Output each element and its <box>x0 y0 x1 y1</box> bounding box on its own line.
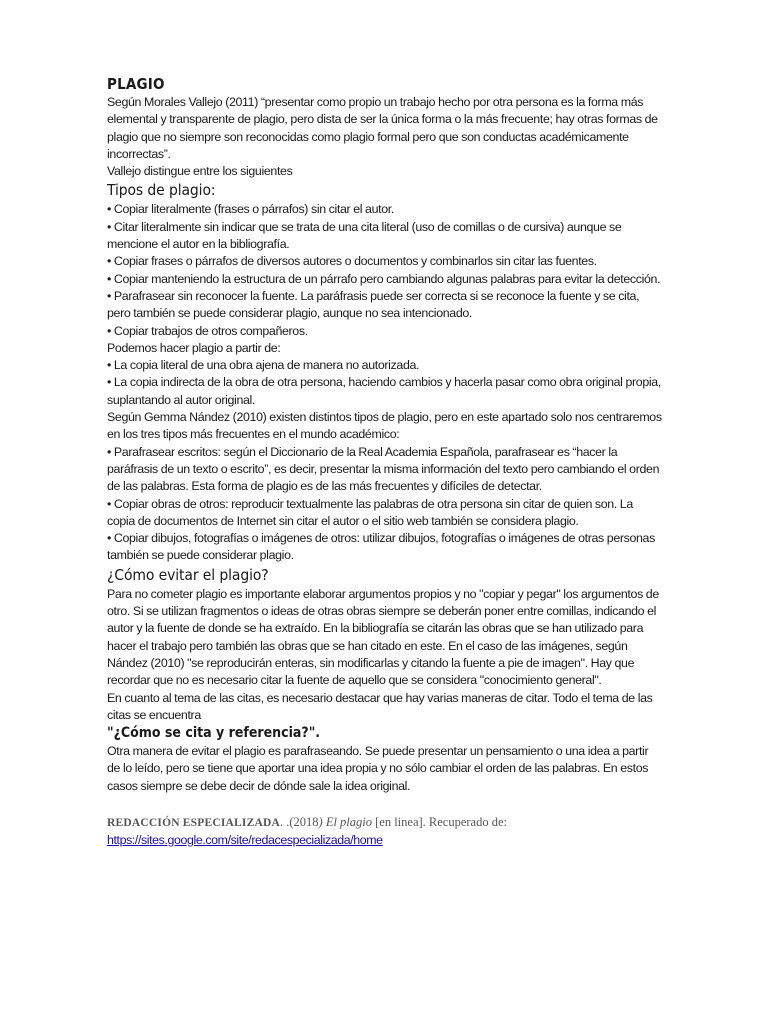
reference-rest: [en linea]. Recuperado de: <box>372 814 508 829</box>
reference-org: REDACCIÓN ESPECIALIZADA <box>107 816 280 829</box>
types-bullet: • Copiar manteniendo la estructura de un párrafo pero cambiando algunas palabras para evitar la detección. <box>107 271 661 286</box>
reference-link[interactable]: https://sites.google.com/site/redacespecializada/home <box>107 832 383 847</box>
nandez-intro: Según Gemma Nández (2010) existen distintos tipos de plagio, pero en este apartado solo nos centraremos en los tres tipos más frecuentes en el mundo académico: <box>107 410 662 442</box>
document-title: PLAGIO <box>107 75 165 93</box>
document-page <box>107 74 663 849</box>
from-bullet: • La copia indirecta de la obra de otra persona, haciendo cambios y hacerla pasar como obra original propia, suplantando al autor original. <box>107 375 661 407</box>
types-heading-text: Tipos de plagio <box>107 181 211 200</box>
cite-heading: "¿Cómo se cita y referencia?". <box>107 725 321 742</box>
from-intro: Podemos hacer plagio a partir de: <box>107 340 281 355</box>
avoid-paragraph: Para no cometer plagio es importante elaborar argumentos propios y no "copiar y pegar" los argumentos de otro. Si se utilizan fragmentos o ideas de otras obras siempre se deberán poner entre comillas, indicando el autor y la fuente de donde se ha extraído. En la bibliografía se citarán las obras que se han utilizado para hacer el trabajo pero también las obras que se han citado en este. En el caso de las imágenes, según Nández (2010) "se reproducirán enteras, sin modificarlas y citando la fuente a pie de imagen". Hay que recordar que no es necesario citar la fuente de aquello que se considera "conocimiento general". <box>107 586 659 688</box>
intro-paragraph: Vallejo distingue entre los siguientes <box>107 164 293 179</box>
nandez-bullet: • Parafrasear escritos: según el Diccionario de la Real Academia Española, parafrasear es “hacer la paráfrasis de un texto o escrito”, es decir, presentar la misma información del texto pero cambiando el orden de las palabras. Esta forma de plagio es de las más frecuentes y difíciles de detectar. <box>107 444 660 494</box>
nandez-bullet: • Copiar obras de otros: reproducir textualmente las palabras de otra persona sin citar de quien son. La copia de documentos de Internet sin citar el autor o el sitio web también se considera plagio. <box>107 496 633 528</box>
types-heading <box>107 180 663 201</box>
reference <box>107 814 663 849</box>
types-bullet: • Parafrasear sin reconocer la fuente. La paráfrasis puede ser correcta si se reconoce la fuente y se cita, pero también se puede considerar plagio, aunque no sea intencionado. <box>107 288 640 321</box>
avoid-heading: ¿Cómo evitar el plagio? <box>107 565 269 584</box>
reference-title: ) El plagio <box>318 814 372 829</box>
types-bullet: • Copiar trabajos de otros compañeros. <box>107 323 308 338</box>
intro-paragraph: Según Morales Vallejo (2011) “presentar como propio un trabajo hecho por otra persona es la forma más elemental y transparente de plagio, pero dista de ser la única forma o la más frecuente; hay otras formas de plagio que no siempre son reconocidas como plagio formal pero que son conductas académicamente incorrectas”. <box>107 95 658 161</box>
reference-year: . .(2018 <box>279 814 319 829</box>
avoid-paragraph: En cuanto al tema de las citas, es necesario destacar que hay varias maneras de citar. Todo el tema de las citas se encuentra <box>107 690 653 722</box>
nandez-bullet: • Copiar dibujos, fotografías o imágenes de otros: utilizar dibujos, fotografías o imágenes de otras personas también se puede considerar plagio. <box>107 531 655 563</box>
cite-paragraph: Otra manera de evitar el plagio es parafraseando. Se puede presentar un pensamiento o una idea a partir de lo leído, pero se tiene que aportar una idea propia y no sólo cambiar el orden de las palabras. En estos casos siempre se debe decir de dónde sale la idea original. <box>107 744 649 793</box>
types-bullet: • Copiar literalmente (frases o párrafos) sin citar el autor. <box>107 202 394 217</box>
types-heading-colon: : <box>210 181 216 200</box>
from-bullet: • La copia literal de una obra ajena de manera no autorizada. <box>107 358 420 373</box>
types-bullet: • Citar literalmente sin indicar que se trata de una cita literal (uso de comillas o de cursiva) aunque se mencione el autor en la bibliografía. <box>107 219 622 252</box>
types-bullet: • Copiar frases o párrafos de diversos autores o documentos y combinarlos sin citar las fuentes. <box>107 254 597 269</box>
